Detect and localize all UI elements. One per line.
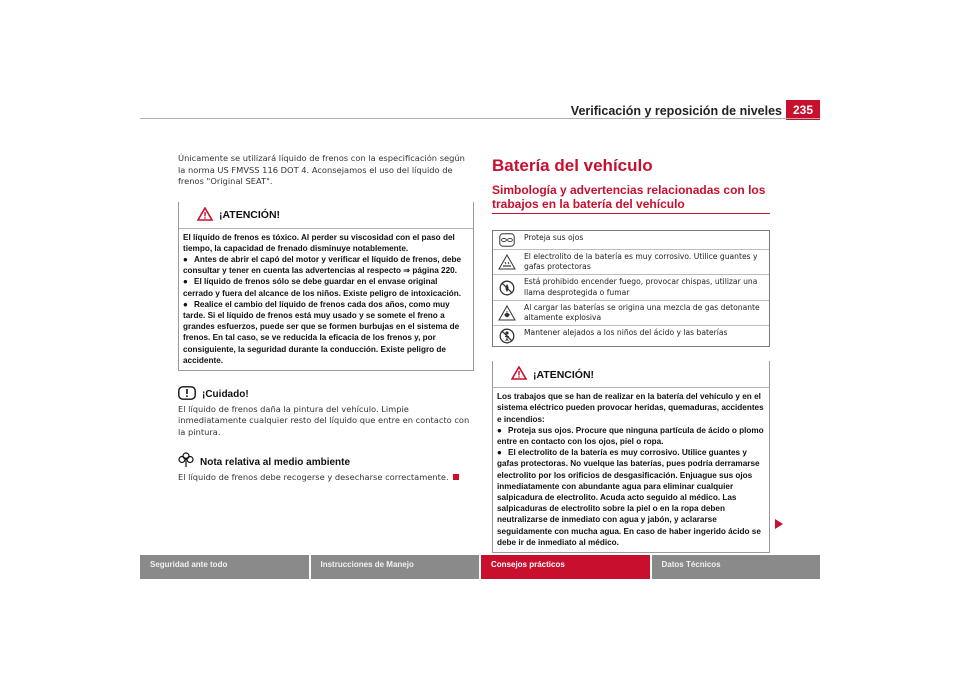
footer-tab-seguridad[interactable]: Seguridad ante todo xyxy=(140,555,309,579)
symbol-description: Mantener alejados a los niños del ácido y las baterías xyxy=(524,328,728,338)
caution-icon xyxy=(178,385,196,404)
warning-body xyxy=(179,229,473,370)
symbol-description: El electrolito de la batería es muy corrosivo. Utilice guantes y gafas protectoras xyxy=(524,252,758,272)
footer-tab-instrucciones[interactable]: Instrucciones de Manejo xyxy=(311,555,480,579)
warning-triangle-icon xyxy=(511,365,527,384)
warning-text: Los trabajos que se han de realizar en la batería del vehículo y en el sistema eléctrico pueden provocar heridas, quemaduras, accidentes e incendios: xyxy=(497,392,764,424)
warning-title: ¡ATENCIÓN! xyxy=(533,368,595,381)
footer-navigation xyxy=(140,555,820,579)
caution-text: El líquido de frenos daña la pintura del vehículo. Limpie inmediatamente cualquier resto del líquido que entre en contacto con la pintura. xyxy=(178,403,470,437)
environment-note-title: Nota relativa al medio ambiente xyxy=(200,456,351,468)
symbol-row xyxy=(493,275,769,300)
brake-fluid-intro: Únicamente se utilizará líquido de frenos con la especificación según la norma US FMVSS 116 DOT 4. Aconsejamos el uso del líquido de frenos "Original SEAT". xyxy=(178,153,465,186)
warning-bullet-item: ● Antes de abrir el capó del motor y verificar el líquido de frenos, debe consultar y tener en cuenta las advertencias al respecto ⇒ página 220. xyxy=(183,254,462,276)
battery-symbols-table xyxy=(492,230,770,347)
keep-children-away-icon xyxy=(493,326,520,346)
warning-body xyxy=(493,388,769,552)
caution-header xyxy=(178,385,474,404)
warning-bullet-item: ● El electrolito de la batería es muy corrosivo. Utilice guantes y gafas protectoras. No vuelque las baterías, pues podría derramarse electrolito por los orificios de desgasificación. Enjuague sus ojos inmediatamente con abundante agua para eliminar cualquier salpicadura de electrolito. Acuda acto seguido al médico. Las salpicaduras de electrolito sobre la piel o en la ropa deben neutralizarse de inmediato con agua y jabón, y aclararse seguidamente con mucha agua. En caso de haber ingerido ácido se debe ir de inmediato al médico. xyxy=(497,448,761,547)
right-column xyxy=(492,153,770,553)
header-divider xyxy=(140,118,820,119)
warning-bullet-text: Antes de abrir el capó del motor y verificar el líquido de frenos, debe consultar y tener en cuenta las advertencias al respecto ⇒ página 220. xyxy=(183,254,462,276)
no-flame-icon xyxy=(493,275,520,299)
symbol-description: Al cargar las baterías se origina una mezcla de gas detonante altamente explosiva xyxy=(524,302,760,323)
subsection-title: Simbología y advertencias relacionadas con los trabajos en la batería del vehículo xyxy=(492,183,766,211)
warning-triangle-icon xyxy=(197,206,213,225)
symbol-description: Proteja sus ojos xyxy=(524,233,584,242)
symbol-row xyxy=(493,231,769,250)
section-title: Batería del vehículo xyxy=(492,156,653,175)
environment-note-text: El líquido de frenos debe recogerse y desecharse correctamente. xyxy=(178,472,449,483)
left-column xyxy=(178,153,474,484)
warning-bullet-item: ● Realice el cambio del líquido de frenos cada dos años, como muy tarde. Si el líquido de frenos está muy usado y se somete el freno a grandes esfuerzos, puede ser que se formen burbujas en el sistema de frenos. En tal caso, se ve reducida la eficacia de los frenos y, por consiguiente, la seguridad durante la conducción. Existe peligro de accidente. xyxy=(183,299,460,365)
end-of-section-marker xyxy=(453,474,459,480)
warning-text: El líquido de frenos es tóxico. Al perder su viscosidad con el paso del tiempo, la capacidad de frenado disminuye notablemente. xyxy=(183,232,455,253)
warning-header xyxy=(493,361,769,388)
corrosive-icon xyxy=(493,250,520,274)
symbol-description: Está prohibido encender fuego, provocar chispas, utilizar una llama desprotegida o fumar xyxy=(524,277,758,297)
warning-bullet-text: Realice el cambio del líquido de frenos cada dos años, como muy tarde. Si el líquido de frenos está muy usado y se somete el freno a grandes esfuerzos, puede ser que se formen burbujas en el sistema de frenos. En tal caso, se ve reducida la eficacia de los frenos y, por consiguiente, la seguridad durante la conducción. Existe peligro de accidente. xyxy=(183,299,460,365)
subsection-divider xyxy=(492,213,770,214)
warning-title: ¡ATENCIÓN! xyxy=(219,209,281,221)
warning-header xyxy=(179,202,473,229)
footer-tab-consejos[interactable]: Consejos prácticos xyxy=(481,555,650,579)
explosive-gas-icon xyxy=(493,301,520,325)
caution-title: ¡Cuidado! xyxy=(202,388,249,400)
symbol-row xyxy=(493,301,769,326)
page-number: 235 xyxy=(786,100,820,120)
footer-tab-datos[interactable]: Datos Técnicos xyxy=(652,555,821,579)
running-header-title: Verificación y reposición de niveles xyxy=(570,104,782,118)
symbol-row xyxy=(493,326,769,346)
warning-bullet-text: El líquido de frenos sólo se debe guardar en el envase original cerrado y fuera del alcance de los niños. Existe peligro de intoxicación. xyxy=(183,277,462,298)
warning-bullet-text: Proteja sus ojos. Procure que ninguna partícula de ácido o plomo entre en contacto con los ojos, piel o ropa. xyxy=(497,425,764,447)
brake-fluid-warning-box xyxy=(178,202,474,371)
continue-arrow-icon[interactable] xyxy=(774,515,784,534)
environment-note-paragraph xyxy=(178,472,474,484)
symbol-row xyxy=(493,250,769,275)
environment-note-header xyxy=(178,452,474,472)
environment-flower-icon xyxy=(178,452,194,472)
battery-warning-box xyxy=(492,361,770,553)
eye-protection-icon xyxy=(493,231,520,249)
warning-bullet-item: ● Proteja sus ojos. Procure que ninguna partícula de ácido o plomo entre en contacto con los ojos, piel o ropa. xyxy=(497,425,764,447)
warning-bullet-item: ● El líquido de frenos sólo se debe guardar en el envase original cerrado y fuera del alcance de los niños. Existe peligro de intoxicación. xyxy=(183,277,462,298)
warning-bullet-text: El electrolito de la batería es muy corrosivo. Utilice guantes y gafas protectoras. No vuelque las baterías, pues podría derramarse electrolito por los orificios de desgasificación. Enjuague sus ojos inmediatamente con abundante agua para eliminar cualquier salpicadura de electrolito. Acuda acto seguido al médico. Las salpicaduras de electrolito sobre la piel o en la ropa deben neutralizarse de inmediato con agua y jabón, y aclararse seguidamente con mucha agua. En caso de haber ingerido ácido se debe ir de inmediato al médico. xyxy=(497,448,761,547)
